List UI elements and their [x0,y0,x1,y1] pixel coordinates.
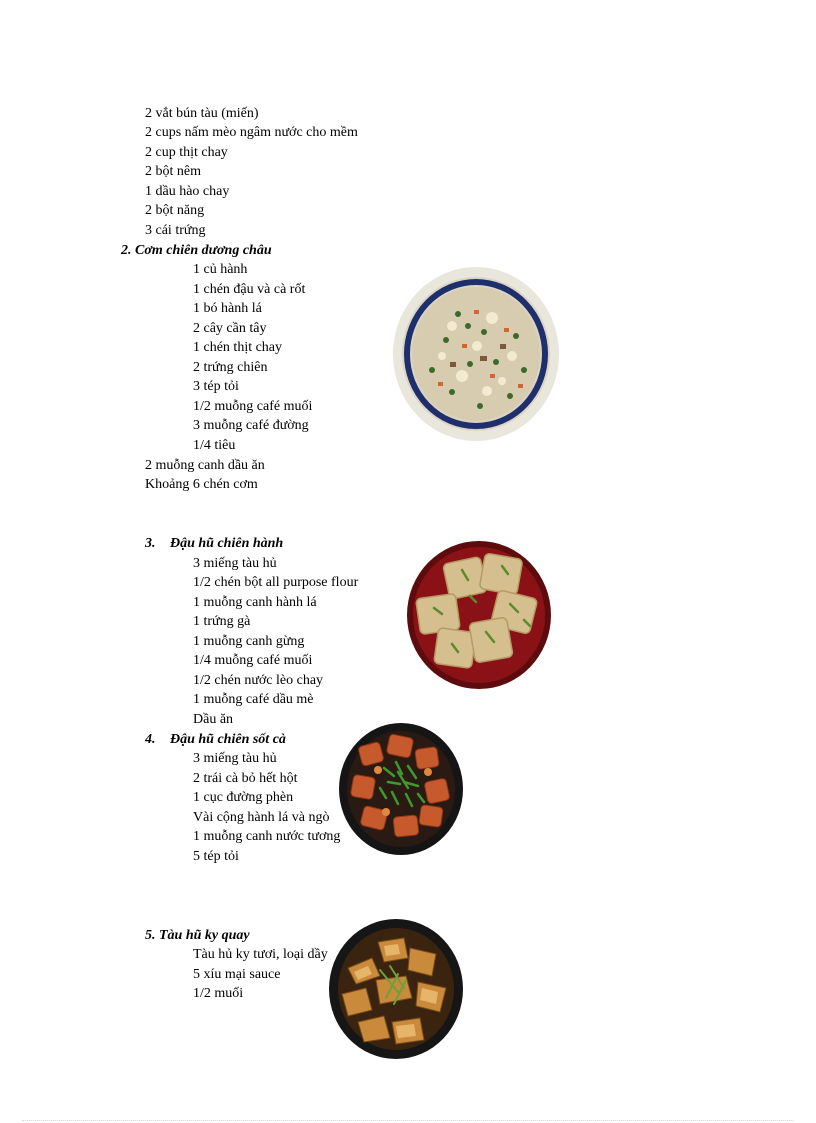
list-item: 2 vắt bún tàu (miến) [145,106,259,121]
recipe-title [145,730,286,749]
recipe-title [145,534,283,553]
list-item: 2 bột năng [145,203,205,218]
list-item: 3 tép tỏi [193,379,239,394]
list-item: 1 chén đậu và cà rốt [193,282,306,297]
list-item: Khoảng 6 chén cơm [145,477,258,492]
recipe-title: 2. Cơm chiên dương châu [121,243,272,258]
list-item: 2 cây cần tây [193,321,267,336]
recipe-title-text: Đậu hũ chiên sốt cà [170,732,286,747]
recipe-title: 5. Tàu hũ ky quay [145,928,250,943]
list-item: 3 muỗng café đường [193,418,309,433]
list-item: 1/4 tiêu [193,438,236,453]
list-item: 1 muỗng canh nước tương [193,829,341,844]
list-item: 2 bột nêm [145,164,201,179]
list-item: 2 trái cà bỏ hết hột [193,771,298,786]
list-item: 5 tép tỏi [193,849,239,864]
list-item: Dầu ăn [193,712,234,727]
list-item: Vài cộng hành lá và ngò [193,810,330,825]
page-bottom-divider [22,1120,794,1121]
recipe-number: 3. [145,536,156,551]
list-item: 1 muỗng café dầu mè [193,692,314,707]
list-item: 2 trứng chiên [193,360,268,375]
list-item: 1/4 muỗng café muối [193,653,313,668]
list-item: 2 cups nấm mèo ngâm nước cho mềm [145,125,358,140]
recipe-number: 4. [145,732,156,747]
list-item: 1/2 muỗng café muối [193,399,313,414]
list-item: 1 muỗng canh hành lá [193,595,317,610]
list-item: 3 miếng tàu hủ [193,556,277,571]
list-item: 1 muỗng canh gừng [193,634,305,649]
list-item: 1/2 chén nước lèo chay [193,673,324,688]
list-item: 1 bó hành lá [193,301,262,316]
roasted-tofu-skin-bowl-icon [328,918,464,1060]
list-item: 3 cái trứng [145,223,206,238]
fried-tofu-plate-icon [406,540,552,690]
list-item: Tàu hủ ky tươi, loại dầy [193,947,328,962]
list-item: 2 muỗng canh dầu ăn [145,458,265,473]
list-item: 1/2 muối [193,986,244,1001]
tofu-tomato-bowl-icon [338,722,464,856]
list-item: 2 cup thịt chay [145,145,228,160]
fried-rice-plate-icon [392,266,560,442]
list-item: 3 miếng tàu hủ [193,751,277,766]
list-item: 1 củ hành [193,262,248,277]
list-item: 1 dầu hào chay [145,184,230,199]
recipe-title-text: Đậu hũ chiên hành [170,536,284,551]
list-item: 1 trứng gà [193,614,251,629]
list-item: 1 cục đường phèn [193,790,294,805]
list-item: 1 chén thịt chay [193,340,283,355]
list-item: 5 xíu mại sauce [193,967,281,982]
list-item: 1/2 chén bột all purpose flour [193,575,359,590]
